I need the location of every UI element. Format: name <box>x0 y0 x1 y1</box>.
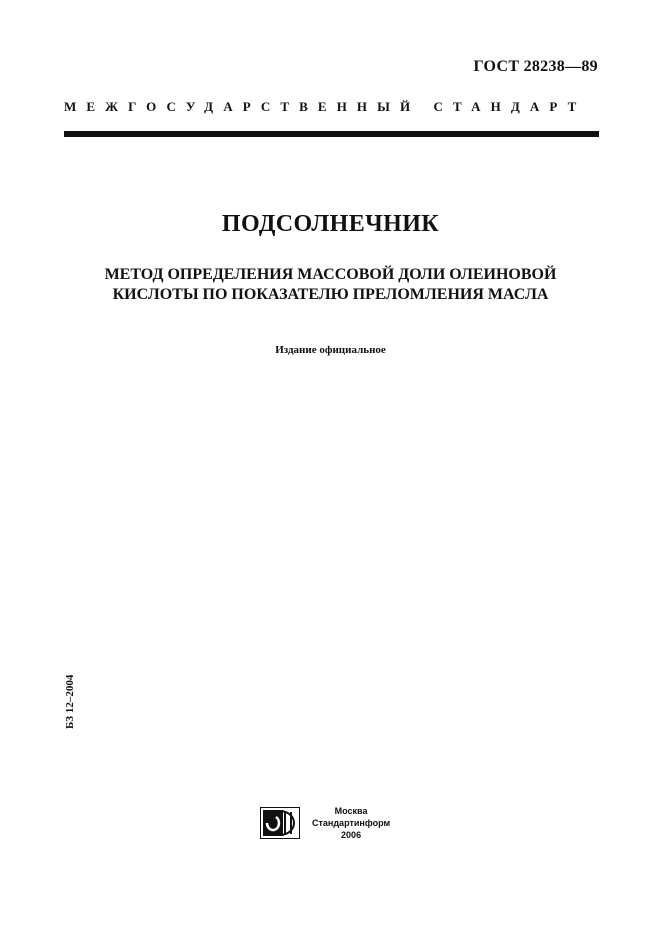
standartinform-logo-icon <box>260 807 300 839</box>
side-code: БЗ 12–2004 <box>64 674 76 729</box>
publisher-name: Стандартинформ <box>312 818 391 828</box>
publisher-imprint <box>312 805 390 841</box>
publisher-city: Москва <box>334 806 368 816</box>
document-subtitle <box>40 265 621 305</box>
header-rule <box>64 131 599 137</box>
publisher-year: 2006 <box>341 830 362 840</box>
subtitle-line-2: КИСЛОТЫ ПО ПОКАЗАТЕЛЮ ПРЕЛОМЛЕНИЯ МАСЛА <box>112 286 549 303</box>
edition-label: Издание официальное <box>275 344 386 356</box>
standard-type-heading: МЕЖГОСУДАРСТВЕННЫЙ СТАНДАРТ <box>64 99 587 114</box>
document-number: ГОСТ 28238—89 <box>473 58 598 75</box>
subtitle-line-1: МЕТОД ОПРЕДЕЛЕНИЯ МАССОВОЙ ДОЛИ ОЛЕИНОВОЙ <box>104 266 557 283</box>
document-title: ПОДСОЛНЕЧНИК <box>221 211 440 237</box>
publisher-block <box>260 805 390 841</box>
